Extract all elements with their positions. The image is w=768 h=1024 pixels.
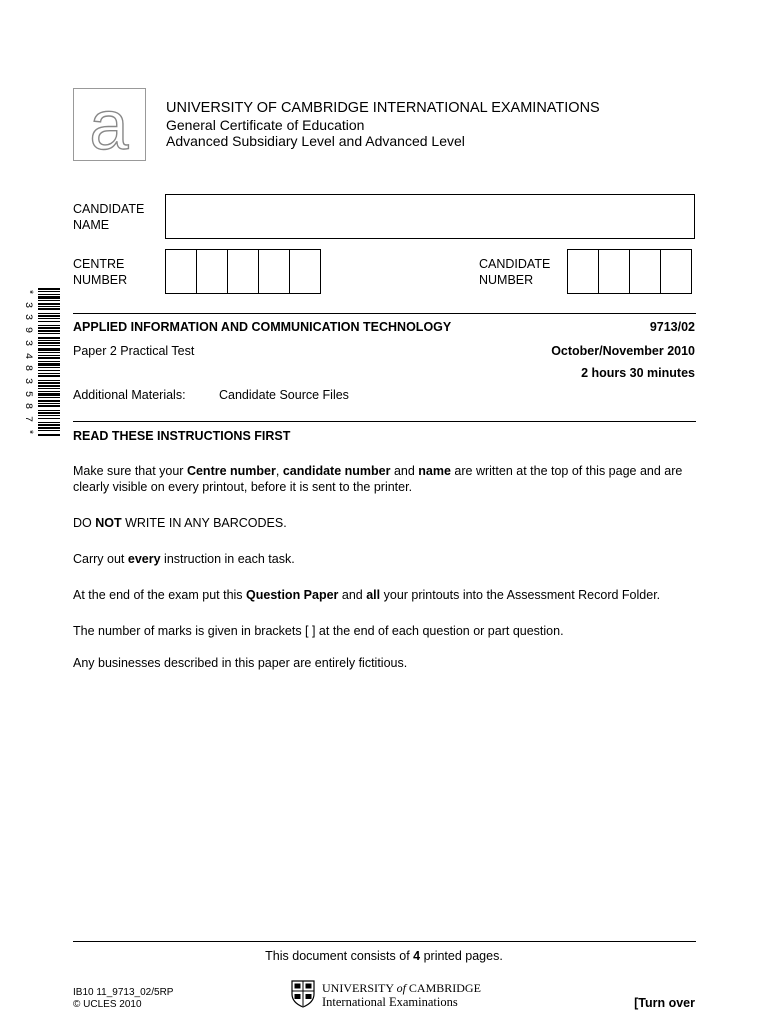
candidate-number-label-line1: CANDIDATE [479,257,551,271]
instruction-paragraph [73,551,696,567]
instruction-paragraph [73,463,696,495]
text-run: CAMBRIDGE [405,981,481,995]
barcode-digit: 3 [22,339,34,347]
centre-number-label [73,256,127,288]
barcode-bar [38,370,60,371]
barcode-bar [38,348,60,351]
university-crest-icon [291,980,315,1008]
text-run-bold: NOT [95,516,122,530]
barcode-bar [38,415,60,416]
candidate-name-field[interactable] [165,194,695,239]
text-run: and [338,588,367,602]
barcode-digit: 3 [22,314,34,321]
centre-number-field[interactable] [165,249,321,294]
barcode-bar [38,288,60,290]
barcode-bar [38,355,60,356]
text-run: Make sure that your [73,464,187,478]
barcode-bar [38,427,60,429]
barcode-bar [38,327,60,329]
barcode-digit: 7 [22,416,34,423]
page-count-note [0,949,768,963]
exam-session: October/November 2010 [551,344,695,358]
text-run: DO [73,516,96,530]
centre-digit-box[interactable] [227,249,259,294]
barcode-digit: 5 [22,390,34,397]
text-run: At the end of the exam put this [73,588,247,602]
centre-digit-box[interactable] [196,249,228,294]
barcode-digit: * [22,428,34,436]
turn-over-note: [Turn over [634,996,695,1010]
barcode-bar [38,375,60,377]
subject-title: APPLIED INFORMATION AND COMMUNICATION TECHNOLOGY [73,320,452,334]
candidate-digit-box[interactable] [660,249,692,294]
candidate-name-label-line1: CANDIDATE [73,202,145,216]
barcode-bar [38,352,60,353]
text-run: and [390,464,419,478]
barcode-bar [38,412,60,414]
barcode-bar [38,400,60,402]
candidate-digit-box[interactable] [629,249,661,294]
text-run-bold: all [366,588,381,602]
instructions-heading: READ THESE INSTRUCTIONS FIRST [73,429,291,443]
barcode-bar [38,308,60,310]
barcode-bar [38,357,60,359]
barcode-bar [38,373,60,374]
barcode-bar [38,321,60,322]
candidate-number-label-line2: NUMBER [479,273,534,287]
centre-number-label-line1: CENTRE [73,257,125,271]
barcode-bar [38,363,60,366]
barcode-bar [38,367,60,368]
text-run-bold: every [127,552,161,566]
barcode-digit: * [22,288,34,296]
instruction-paragraph [73,587,696,603]
barcode-bar [38,340,60,341]
text-run-bold: name [418,464,451,478]
barcode-bar [38,391,60,392]
text-run-bold: Centre number [186,464,276,478]
centre-number-label-line2: NUMBER [73,273,128,287]
instruction-paragraph [73,515,696,531]
divider [73,941,696,942]
barcode-bar [38,291,60,292]
barcode-digit: 8 [22,403,34,410]
candidate-number-label [479,256,550,288]
text-run: printed pages. [420,949,503,963]
barcode-digit: 9 [22,327,34,334]
qualification-level: Advanced Subsidiary Level and Advanced Level [166,133,465,149]
barcode-bar [38,337,60,339]
barcode-bar [38,361,60,362]
additional-materials-label: Additional Materials: [73,388,186,402]
university-subtitle: International Examinations [322,995,458,1009]
document-reference: IB10 11_9713_02/5RP [73,987,174,998]
text-run: are written at the top of this page and are clearly visible on every printout, before it is sent to the printer. [73,464,683,494]
barcode-bar [38,410,60,411]
text-run: Carry out [73,552,128,566]
barcode-bar [38,306,60,307]
barcode-bar [38,345,60,346]
barcode-bar [38,318,60,319]
paper-name: Paper 2 Practical Test [73,344,195,358]
text-run: , [275,464,283,478]
barcode-bar [38,382,60,384]
barcode-digit: 3 [22,301,34,308]
barcode-digit: 4 [22,352,34,359]
divider [73,313,696,314]
barcode-bar [38,300,60,301]
qualification-name: General Certificate of Education [166,117,365,133]
barcode-bar [38,424,60,426]
cambridge-a-logo [73,88,146,161]
barcode-bar [38,403,60,404]
barcode-bar [38,296,60,299]
barcode-icon [38,288,60,436]
text-run-bold: Question Paper [246,588,339,602]
text-run: instruction in each task. [160,552,295,566]
candidate-number-field[interactable] [567,249,692,294]
barcode-bar [38,315,60,317]
additional-materials-value: Candidate Source Files [219,388,349,402]
centre-digit-box[interactable] [258,249,290,294]
barcode-bar [38,313,60,314]
barcode-bar [38,393,60,396]
barcode-bar [38,385,60,387]
barcode-bar [38,418,60,419]
text-run-bold: candidate number [282,464,391,478]
barcode-digit: 3 [22,377,34,385]
text-run-italic: of [396,981,406,995]
syllabus-code: 9713/02 [649,320,695,334]
barcode-bar [38,380,60,381]
centre-digit-box[interactable] [289,249,321,294]
instruction-paragraph: The number of marks is given in brackets [ ] at the end of each question or part question. [73,624,564,638]
candidate-digit-box[interactable] [598,249,630,294]
barcode-bar [38,330,60,332]
text-run: your printouts into the Assessment Record Folder. [380,588,661,602]
barcode-bar [38,388,60,389]
barcode-bar [38,303,60,305]
text-run: This document consists of [265,949,414,963]
barcode-bar [38,333,60,334]
barcode-digit: 8 [22,365,34,372]
barcode-bar [38,325,60,326]
candidate-name-label [73,201,144,233]
barcode-digits [20,287,36,437]
barcode-bar [38,405,60,407]
text-run-bold: 4 [413,949,421,963]
divider [73,421,696,422]
board-name: UNIVERSITY OF CAMBRIDGE INTERNATIONAL EXAMINATIONS [166,100,600,116]
candidate-digit-box[interactable] [567,249,599,294]
university-wordmark [322,981,481,995]
barcode-bar [38,397,60,398]
text-run: UNIVERSITY [322,981,397,995]
candidate-name-label-line2: NAME [73,218,110,232]
text-run: WRITE IN ANY BARCODES. [121,516,287,530]
exam-duration: 2 hours 30 minutes [581,366,695,380]
barcode-bar [38,294,60,295]
logo-letter: a [89,89,129,160]
centre-digit-box[interactable] [165,249,197,294]
barcode-bar [38,434,60,436]
barcode-bar [38,342,60,344]
copyright-notice: © UCLES 2010 [73,999,142,1010]
barcode-bar [38,422,60,423]
barcode-bar [38,430,60,431]
instruction-paragraph: Any businesses described in this paper are entirely fictitious. [73,656,408,670]
